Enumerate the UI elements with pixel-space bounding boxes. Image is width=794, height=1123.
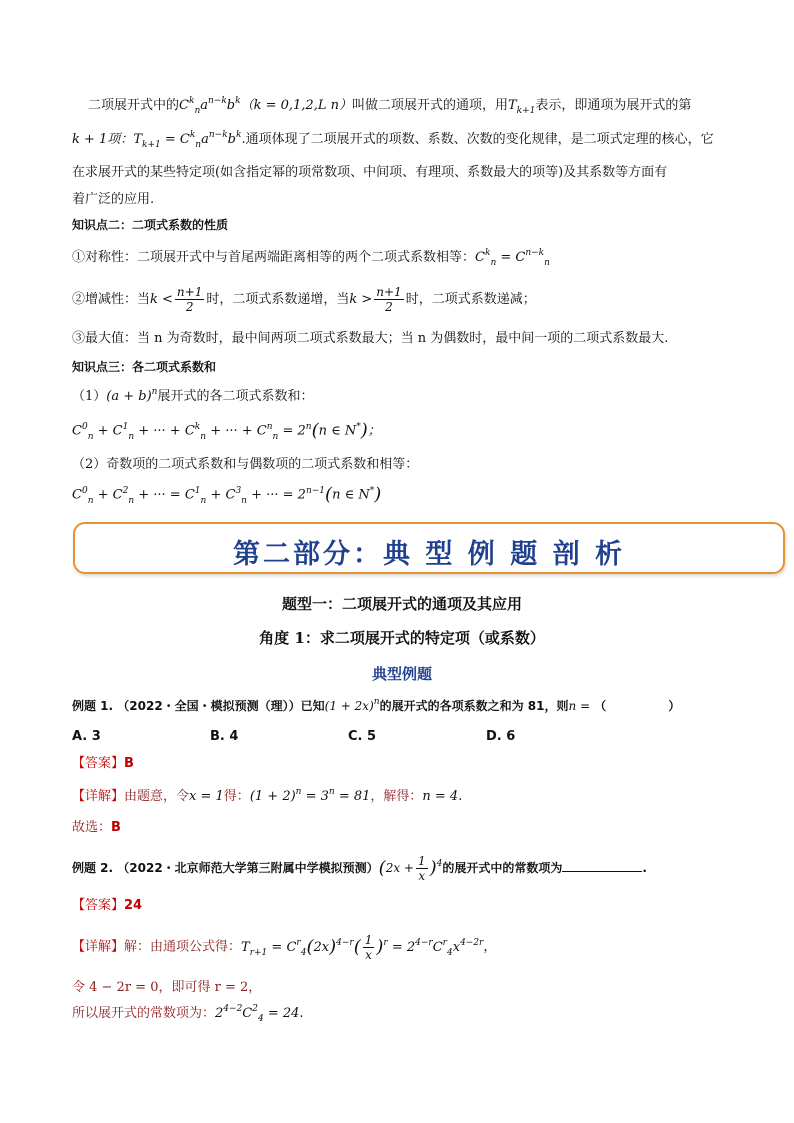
step3-text: 所以展开式的常数项为： xyxy=(72,1006,216,1021)
answer-value: B xyxy=(124,756,134,771)
detail-label: 【详解】 xyxy=(72,939,125,955)
symmetry-text: ①对称性：二项展开式中与首尾两端距离相等的两个二项式系数相等： xyxy=(72,250,476,265)
intro-text: 叫做二项展开式的通项，用 xyxy=(351,98,508,113)
formula-n-eq-4: n = 4 xyxy=(422,789,459,804)
ex2-step2: 令 4 − 2r = 0，即可得 r = 2， xyxy=(72,980,262,995)
frac-n1-2: $\frac{n+1}{2}$ xyxy=(376,285,402,314)
k3-title: 知识点三：各二项式系数和 xyxy=(72,360,217,374)
formula-T: $T_{k+1}$ xyxy=(508,98,536,116)
formula-general-term: $C^k_na^{n-k}b^k$ xyxy=(179,96,241,116)
mono-text: 时，二项式系数递减； xyxy=(405,292,536,307)
formula-2x-plus-1-over-x-4: (2x + $\frac{1}{x}$ )$^4$ xyxy=(378,854,443,883)
k2-maximum: ③最大值：当 n 为奇数时，最中间两项二项式系数最大；当 n 为偶数时，最中间一项的二项式系数最大. xyxy=(72,331,669,346)
answer-label: 【答案】 xyxy=(72,898,125,913)
k3-item2: （2）奇数项的二项式系数和与偶数项的二项式系数和相等： xyxy=(72,457,419,472)
ex2-head: 例题 2. （2022・北京师范大学第三附属中学模拟预测） xyxy=(72,861,379,875)
ex2-tail: 的展开式中的常数项为 xyxy=(442,861,563,875)
formula-sum-all: $C^0_n + C^1_n$ + ··· + $C^k_n$ + ··· + $C^n_n = 2^n(n$ ∈ N*)； xyxy=(72,420,381,442)
detail-text: 由题意，令 xyxy=(124,789,190,804)
formula-constant-term: $2^{4-2}C^2_4 = 24$ xyxy=(215,1004,300,1024)
ex2-question: 例题 2. （2022・北京师范大学第三附属中学模拟预测）(2x + $\frac{1}{x}$ )$^4$的展开式中的常数项为 . xyxy=(72,854,647,883)
ex1-detail: 【详解】由题意，令x = 1得：$(1 + 2)^n = 3^n = 81$，解得：n = 4. xyxy=(72,787,463,804)
detail-text: 得： xyxy=(223,789,250,804)
formula-1-plus-2x-n: $(1 + 2x)^n$ xyxy=(324,697,380,713)
frac-n1-2: $\frac{n+1}{2}$ xyxy=(176,285,203,314)
k2-monotonic xyxy=(72,285,536,315)
intro-line-2 xyxy=(72,131,714,150)
k2-title: 知识点二：二项式系数的性质 xyxy=(72,218,229,232)
formula-k-greater: k > xyxy=(349,292,373,307)
intro-line-1 xyxy=(88,97,691,116)
ex1-choose xyxy=(72,819,121,837)
answer-blank[interactable] xyxy=(562,859,642,872)
formula-symmetry: $C^k_n = C^{n-k}_n$ xyxy=(475,248,550,268)
formula-x-eq-1: x = 1 xyxy=(189,789,224,804)
detail-text: ，解得： xyxy=(370,789,423,804)
ex2-answer xyxy=(72,897,142,915)
choose-value: B xyxy=(111,820,121,835)
formula-n-eq: n = xyxy=(568,699,591,713)
k-range: （k = 0,1,2,L n） xyxy=(240,98,352,113)
ex2-detail: 【详解】解：由通项公式得：$T_{r+1} = C^r_4(2x)^{4-r}$( $\frac{1}{x}$ )$^r = 2^{4-r}C^r_4x^{4-2r}$， xyxy=(72,932,497,962)
k3-item1 xyxy=(72,388,313,407)
formula-sum-odd-even: $C^0_n + C^2_n$ + ··· = $C^1_n + C^3_n$ + ··· = $2^{n-1}(n$ ∈ N*) xyxy=(72,484,382,506)
intro-text: 表示，即通项为展开式的第 xyxy=(535,98,692,113)
ex1-option-b[interactable]: B. 4 xyxy=(210,729,239,744)
mono-text: 时，二项式系数递增，当 xyxy=(206,292,350,307)
answer-value: 24 xyxy=(124,898,143,913)
ex1-question: 例题 1. （2022・全国・模拟预测（理））已知$(1 + 2x)^n$的展开式的各项系数之和为 81，则n = （ ） xyxy=(72,697,681,713)
formula-a-plus-b-n: $(a + b)^n$ xyxy=(106,387,158,404)
ex1-answer xyxy=(72,755,134,773)
formula-k-less: k < xyxy=(150,292,173,307)
angle-title: 角度 1：求二项展开式的特定项（或系数） xyxy=(259,629,545,647)
intro-text: k + 1项： xyxy=(72,132,134,147)
formula-3n-81: $(1 + 2)^n = 3^n = 81$ xyxy=(249,787,371,804)
item-text: 展开式的各二项式系数和： xyxy=(157,389,314,404)
section-title: 第二部分：典 型 例 题 剖 析 xyxy=(233,539,625,570)
answer-label: 【答案】 xyxy=(72,756,125,771)
ex1-option-d[interactable]: D. 6 xyxy=(486,729,516,744)
intro-text: .通项体现了二项展开式的项数、系数、次数的变化规律，是二项式定理的核心，它 xyxy=(241,132,714,147)
ex1-option-a[interactable]: A. 3 xyxy=(72,729,101,744)
formula-T-r-plus-1: $T_{r+1} = C^r_4(2x)^{4-r}$( $\frac{1}{x}$ )$^r = 2^{4-r}C^r_4x^{4-2r}$ xyxy=(241,932,484,962)
ex1-head: 例题 1. （2022・全国・模拟预测（理））已知 xyxy=(72,699,325,713)
intro-line-3: 在求展开式的某些特定项(如含指定幂的项常数项、中间项、有理项、系数最大的项等)及其系数等方面有 xyxy=(72,165,668,180)
mono-text: ②增减性：当 xyxy=(72,292,151,307)
detail-label: 【详解】 xyxy=(72,789,125,804)
type-title: 题型一：二项展开式的通项及其应用 xyxy=(281,595,522,613)
ex1-option-c[interactable]: C. 5 xyxy=(348,729,377,744)
ex1-tail: 的展开式的各项系数之和为 81，则 xyxy=(379,699,569,713)
k2-symmetry xyxy=(72,249,550,268)
detail-text: 解：由通项公式得： xyxy=(124,939,242,955)
item-number: （1） xyxy=(72,389,107,404)
intro-line-4: 着广泛的应用. xyxy=(72,192,155,207)
formula-T-eq: $T_{k+1} = C^k_na^{n-k}b^k$ xyxy=(133,130,242,150)
section-box xyxy=(73,522,785,574)
ex2-step3: 所以展开式的常数项为：$2^{4-2}C^2_4 = 24$. xyxy=(72,1004,304,1024)
intro-text: 二项展开式中的 xyxy=(88,98,180,113)
typical-title: 典型例题 xyxy=(371,665,432,683)
choose-label: 故选： xyxy=(72,820,112,835)
